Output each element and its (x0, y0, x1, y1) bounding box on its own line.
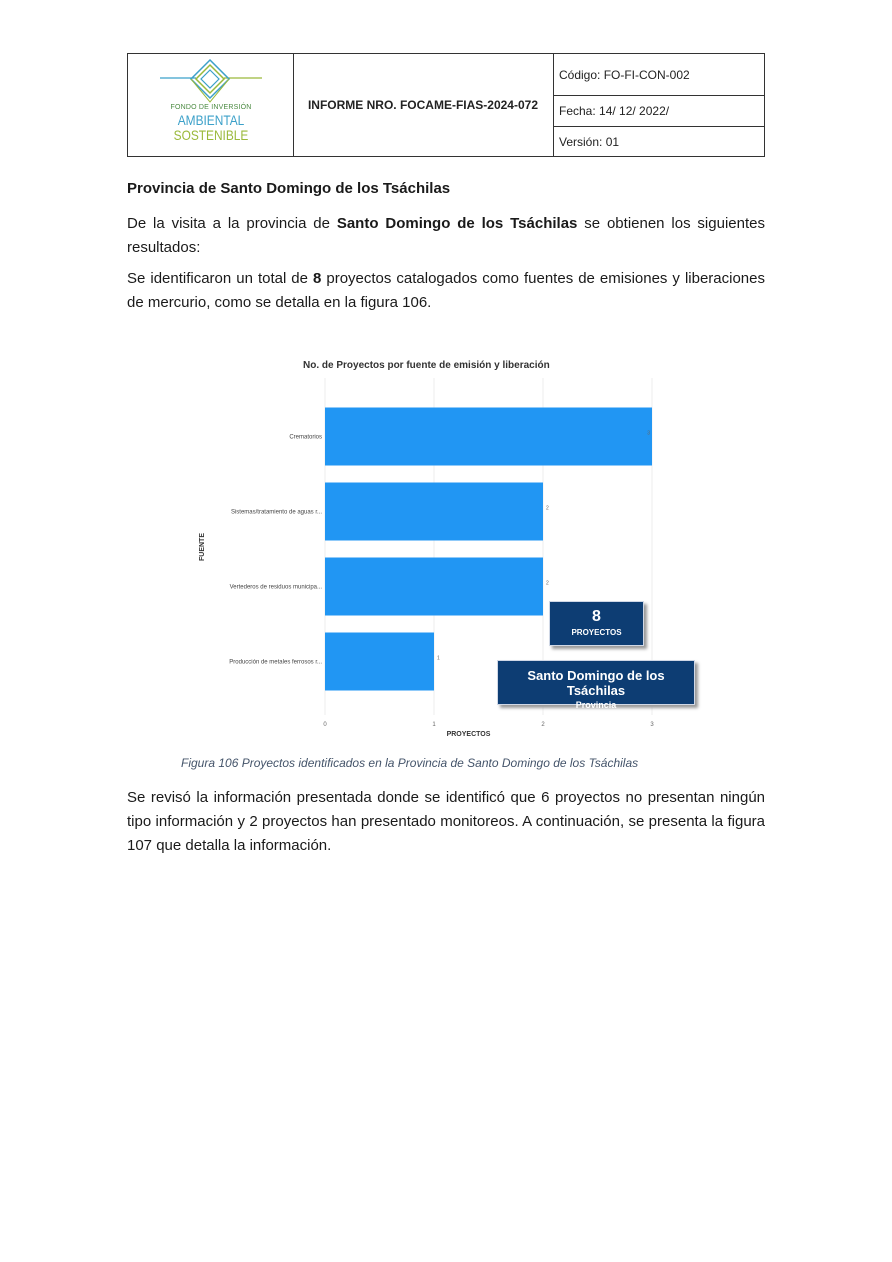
fias-logo (156, 58, 266, 152)
bar (325, 558, 543, 616)
p1-text-end: se obtienen los siguientes resultados: (127, 215, 765, 256)
bar-value-label: 3 (647, 430, 650, 437)
projects-count-value: 8 (592, 608, 601, 625)
p1-province-bold: Santo Domingo de los Tsáchilas (336, 215, 578, 232)
province-name: Santo Domingo de los Tsáchilas (527, 668, 665, 698)
x-axis-title: PROYECTOS (446, 731, 491, 738)
x-tick-label: 2 (541, 722, 545, 728)
x-tick-label: 1 (432, 722, 436, 728)
chart-title: No. de Proyectos por fuente de emisión y liberación (303, 360, 550, 371)
x-tick-label: 3 (650, 722, 654, 728)
logo-line1: FONDO DE INVERSIÓN (170, 104, 252, 111)
logo-line3: SOSTENIBLE (173, 127, 249, 143)
x-tick-label: 0 (323, 722, 327, 728)
category-label: Vertederos de residuos municipa... (229, 584, 322, 591)
category-label: Crematorios (289, 434, 322, 441)
logo-line2: AMBIENTAL (177, 112, 245, 128)
document-version: Versión: 01 (559, 134, 620, 149)
category-label: Sistemas/tratamiento de aguas r... (230, 509, 322, 516)
p2-text-end: proyectos catalogados como fuentes de emisiones y liberaciones de mercurio, como se detalla en la figura 106. (127, 270, 765, 311)
province-card (497, 660, 695, 710)
y-axis-title: FUENTE (199, 533, 206, 561)
document-header (127, 53, 765, 157)
document-date: Fecha: 14/ 12/ 2022/ (554, 96, 765, 127)
document-code: Código: FO-FI-CON-002 (554, 54, 765, 96)
logo-cell (128, 54, 294, 156)
bar (325, 483, 543, 541)
bar-value-label: 1 (437, 655, 440, 662)
projects-count-card (549, 601, 644, 646)
figure-caption: Figura 106 Proyectos identificados en la Provincia de Santo Domingo de los Tsáchilas (181, 756, 639, 770)
section-title: Provincia de Santo Domingo de los Tsáchilas (127, 180, 451, 197)
paragraph-intro (127, 212, 765, 260)
logo-diamond-icon (156, 58, 266, 108)
bar (325, 633, 434, 691)
province-label: Provincia (575, 700, 617, 710)
projects-count-label: PROYECTOS (571, 628, 622, 637)
bar-value-label: 2 (546, 505, 549, 512)
paragraph-total (127, 267, 765, 315)
p2-count-bold: 8 (313, 270, 322, 287)
p1-text-start: De la visita a la provincia de (127, 215, 337, 232)
report-title: INFORME NRO. FOCAME-FIAS-2024-072 (307, 98, 539, 112)
report-title-cell (293, 54, 554, 156)
bar (325, 408, 652, 466)
paragraph-followup: Se revisó la información presentada donde se identificó que 6 proyectos no presentan ningún tipo información y 2 proyectos han presentado monitoreos. A continuación, se presenta la figura 107 que detalla la información. (127, 789, 765, 854)
category-label: Producción de metales ferrosos r... (229, 659, 322, 666)
document-meta-cell (554, 54, 765, 156)
p2-text-start: Se identificaron un total de (127, 270, 313, 287)
bar-value-label: 2 (546, 580, 549, 587)
